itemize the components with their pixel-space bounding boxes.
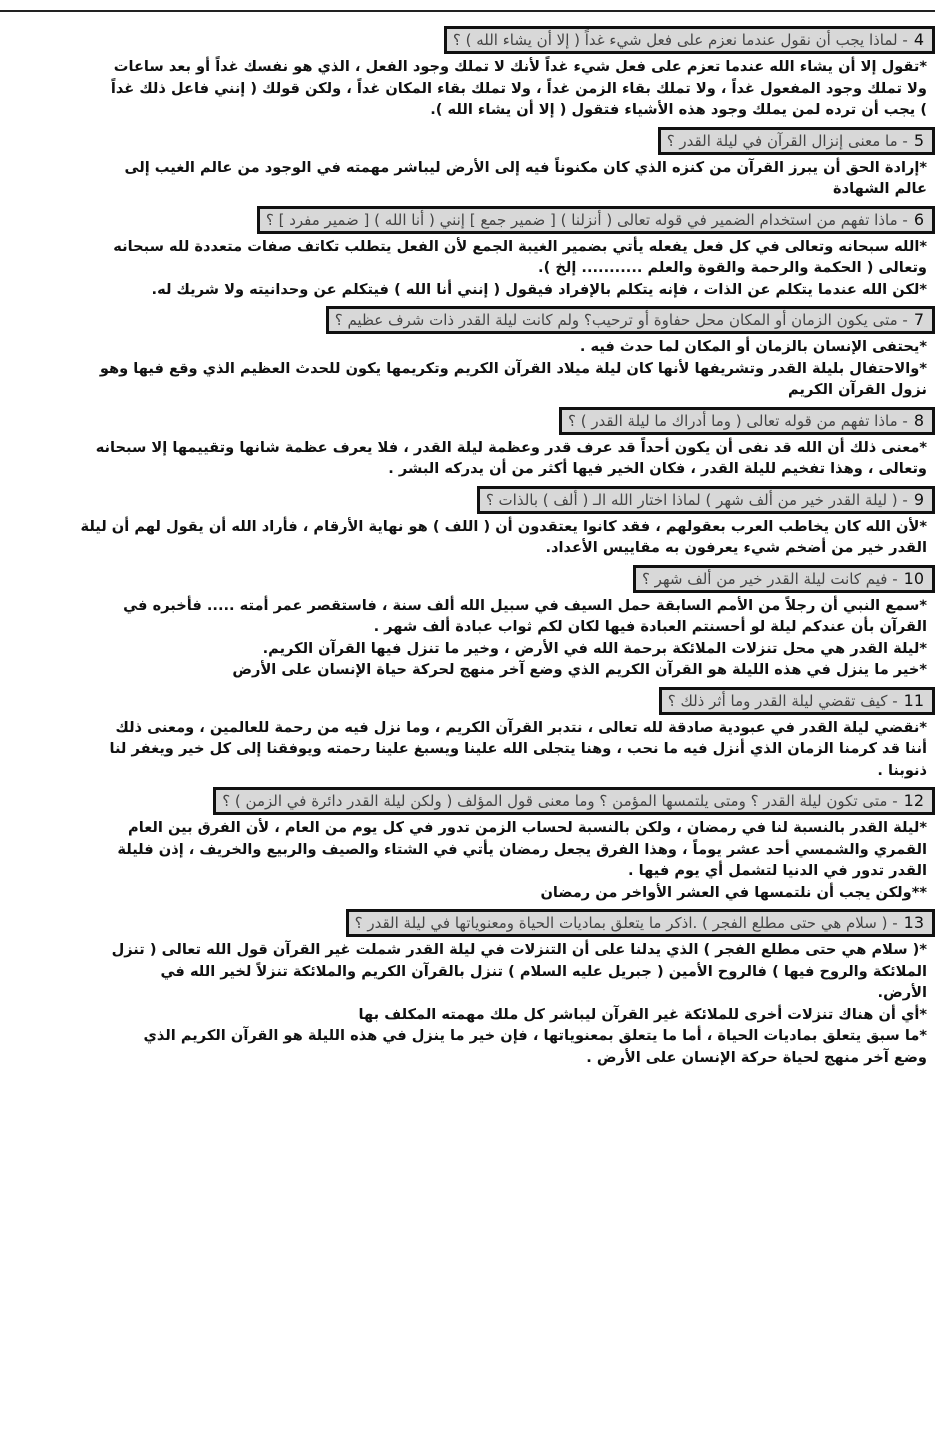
answer-line: *يحتفى الإنسان بالزمان أو المكان لما حدث فيه . (579, 338, 927, 355)
question-row (0, 787, 935, 815)
question-row (0, 26, 935, 54)
answer-line: *خير ما ينزل في هذه الليلة هو القرآن الكريم الذي وضع آخر منهج لحركة حياة الإنسان على الأرض (232, 661, 927, 678)
question-row (0, 206, 935, 234)
answer-block (0, 516, 935, 559)
answer-block (0, 236, 935, 301)
question-box (257, 206, 935, 234)
question-text: - كيف تقضي ليلة القدر وما أثر ذلك ؟ (667, 691, 898, 710)
question-text: - ( سلام هي حتى مطلع الفجر ) .اذكر ما يتعلق بماديات الحياة ومعنوياتها في ليلة القدر ؟ (354, 914, 898, 932)
answer-line: *نقضي ليلة القدر في عبودية صادقة لله تعالى ، نتدبر القرآن الكريم ، وما نزل فيه من رحمة للعالمين ، ومعنى ذلك (115, 718, 927, 736)
answer-line: القدر خير من أضخم شيء يعرفون به مقاييس الأعداد. (545, 539, 927, 556)
answer-line: نزول القرآن الكريم (788, 381, 927, 398)
answer-line: *لأن الله كان يخاطب العرب بعقولهم ، فقد كانوا يعتقدون أن ( اللف ) هو نهاية الأرقام ، فأراد الله أن يقول لهم أن ليلة (80, 517, 927, 535)
answer-line: ) يجب أن ترده لمن يملك وجود هذه الأشياء فتقول ( إلا أن يشاء الله ). (430, 101, 927, 118)
answer-block (0, 56, 935, 121)
question-number: 9 (913, 489, 924, 509)
answer-line: *معنى ذلك أن الله قد نفى أن يكون أحداً قد عرف قدر وعظمة ليلة القدر ، فلا يعرف عظمة شانها وتقييمها إلا سبحانه (95, 438, 927, 456)
question-row (0, 565, 935, 593)
question-box (658, 127, 935, 155)
answer-line: *ما سبق يتعلق بماديات الحياة ، أما ما يتعلق بمعنوياتها ، فإن خير ما ينزل في هذه الليلة هو القرآن الكريم الذي (143, 1027, 927, 1044)
answer-line: *لكن الله عندما يتكلم عن الذات ، فإنه يتكلم بالإفراد فيقول ( إنني أنا الله ) فيتكلم عن وحدانيته ولا شريك له. (151, 280, 927, 298)
answer-block (0, 717, 935, 782)
question-row (0, 486, 935, 514)
question-number: 5 (913, 130, 924, 150)
answer-line: *الله سبحانه وتعالى في كل فعل يفعله يأتي بضمير الغيبة الجمع لأن الفعل يتطلب تكاتف صفات متعددة لله سبحانه (113, 237, 927, 255)
answer-line: *إرادة الحق أن يبرز القرآن من كنزه الذي كان مكنوناً فيه إلى الأرض ليباشر مهمته في الوجود من عالم الغيب إلى (124, 158, 927, 176)
question-text: - لماذا يجب أن نقول عندما نعزم على فعل شيء غداً ( إلا أن يشاء الله ) ؟ (452, 31, 908, 49)
question-row (0, 407, 935, 435)
question-box (659, 687, 935, 715)
answer-line: الملائكة والروح فيها ) فالروح الأمين ( جبريل عليه السلام ) تنزل بالقرآن الكريم والملائكة تنزلاً لخير الله في (160, 962, 927, 980)
question-row (0, 909, 935, 937)
answer-line: القرآن بأن عندكم ليلة لو أحسنتم العبادة فيها لكان لكم ثواب عبادة ألف شهر . (373, 618, 927, 635)
answer-line: *سمع النبي أن رجلاً من الأمم السابقة حمل السيف في سبيل الله ألف سنة ، فاستقصر عمر أمته ..... فأخبره في (123, 596, 927, 614)
answer-block (0, 336, 935, 401)
question-row (0, 687, 935, 715)
answer-line: **ولكن يجب أن نلتمسها في العشر الأواخر من رمضان (540, 883, 927, 901)
question-number: 10 (903, 568, 924, 588)
question-row (0, 127, 935, 155)
answer-line: أننا قد كرمنا الزمان الذي أنزل فيه ما نحب ، وهنا يتجلى الله علينا ويسبغ علينا رحمته ويوفقنا إلى كل خير ويغفر لنا (109, 740, 927, 757)
question-box (326, 306, 935, 334)
question-text: - ما معنى إنزال القرآن في ليلة القدر ؟ (666, 131, 908, 150)
answer-block (0, 157, 935, 200)
answer-line: عالم الشهادة (832, 180, 927, 197)
question-box (346, 909, 935, 937)
question-text: - ماذا تفهم من قوله تعالى ( وما أدراك ما ليلة القدر ) ؟ (567, 411, 908, 430)
question-text: - متى يكون الزمان أو المكان محل حفاوة أو ترحيب؟ ولم كانت ليلة القدر ذات شرف عظيم ؟ (334, 311, 908, 329)
question-row (0, 306, 935, 334)
question-number: 11 (903, 690, 924, 710)
answer-line: وتعالى ، وهذا تفخيم لليلة القدر ، فكان الخير فيها أكثر من أن يدركه البشر . (388, 460, 927, 477)
question-number: 8 (913, 410, 924, 430)
question-text: - فيم كانت ليلة القدر خير من ألف شهر ؟ (641, 569, 898, 588)
answer-line: وضع آخر منهج لحياة حركة الإنسان على الأرض . (586, 1048, 927, 1066)
answer-line: ذنوبنا . (877, 761, 927, 779)
question-box (477, 486, 935, 514)
answer-line: *تقول إلا أن يشاء الله عندما تعزم على فعل شيء غداً لأنك لا تملك وجود الفعل ، الذي هو نفسك غداً أو بعد ساعات (113, 58, 927, 75)
question-number: 13 (903, 913, 924, 932)
answer-line: *أي أن هناك تنزلات أخرى للملائكة غير القرآن ليباشر كل ملك مهمته المكلف بها (358, 1005, 927, 1023)
top-rule (0, 10, 935, 12)
answer-line: القمري والشمسي أحد عشر يوماً ، وهذا الفرق يجعل رمضان يأتي في الشتاء والصيف والربيع والخريف ، إذن فليلة (117, 840, 927, 858)
answer-block (0, 437, 935, 480)
answer-line: القدر تدور في الدنيا لتشمل أي يوم فيها . (628, 862, 927, 879)
answer-block (0, 595, 935, 681)
question-text: - ( ليلة القدر خير من ألف شهر ) لماذا اختار الله الـ ( ألف ) بالذات ؟ (485, 490, 908, 509)
answer-line: *والاحتفال بليلة القدر وتشريفها لأنها كان ليلة ميلاد القرآن الكريم وتكريمها يكون للحدث العظيم الذي وقع فيها وهو (99, 359, 927, 377)
answer-line: *ليلة القدر بالنسبة لنا في رمضان ، ولكن بالنسبة لحساب الزمن تدور في كل يوم من العام ، لأن الفرق بين العام (128, 819, 927, 836)
answer-line: *( سلام هي حتى مطلع الفجر ) الذي يدلنا على أن التنزلات في ليلة القدر شملت غير القرآن قول الله تعالى ( تنزل (111, 941, 927, 958)
question-number: 6 (913, 209, 924, 229)
answer-block (0, 939, 935, 1068)
question-number: 12 (903, 791, 924, 810)
question-text: - ماذا تفهم من استخدام الضمير في قوله تعالى ( أنزلنا ) [ ضمير جمع ] إنني ( أنا الله ) [ ضمير مفرد ] ؟ (265, 210, 908, 229)
answer-line: ولا تملك وجود المفعول غداً ، ولا تملك بقاء الزمن غداً ، ولا تملك بقاء المكان غداً ، ولكن قولك ( إنني فاعل ذلك غداً (110, 79, 927, 97)
answer-line: وتعالى ( الحكمة والرحمة والقوة والعلم ........... إلخ ). (538, 259, 927, 276)
answer-line: الأرض. (877, 984, 927, 1001)
question-box (444, 26, 935, 54)
question-box (213, 787, 935, 815)
question-box (559, 407, 935, 435)
document-page (0, 24, 935, 1072)
question-box (633, 565, 935, 593)
question-number: 4 (913, 30, 924, 49)
answer-block (0, 817, 935, 903)
question-text: - متى تكون ليلة القدر ؟ ومتى يلتمسها المؤمن ؟ وما معنى قول المؤلف ( ولكن ليلة القدر دائرة في الزمن ) ؟ (222, 792, 898, 810)
answer-line: *ليلة القدر هي محل تنزلات الملائكة برحمة الله في الأرض ، وخير ما تنزل فيها القرآن الكريم. (262, 639, 927, 657)
question-number: 7 (913, 310, 924, 329)
